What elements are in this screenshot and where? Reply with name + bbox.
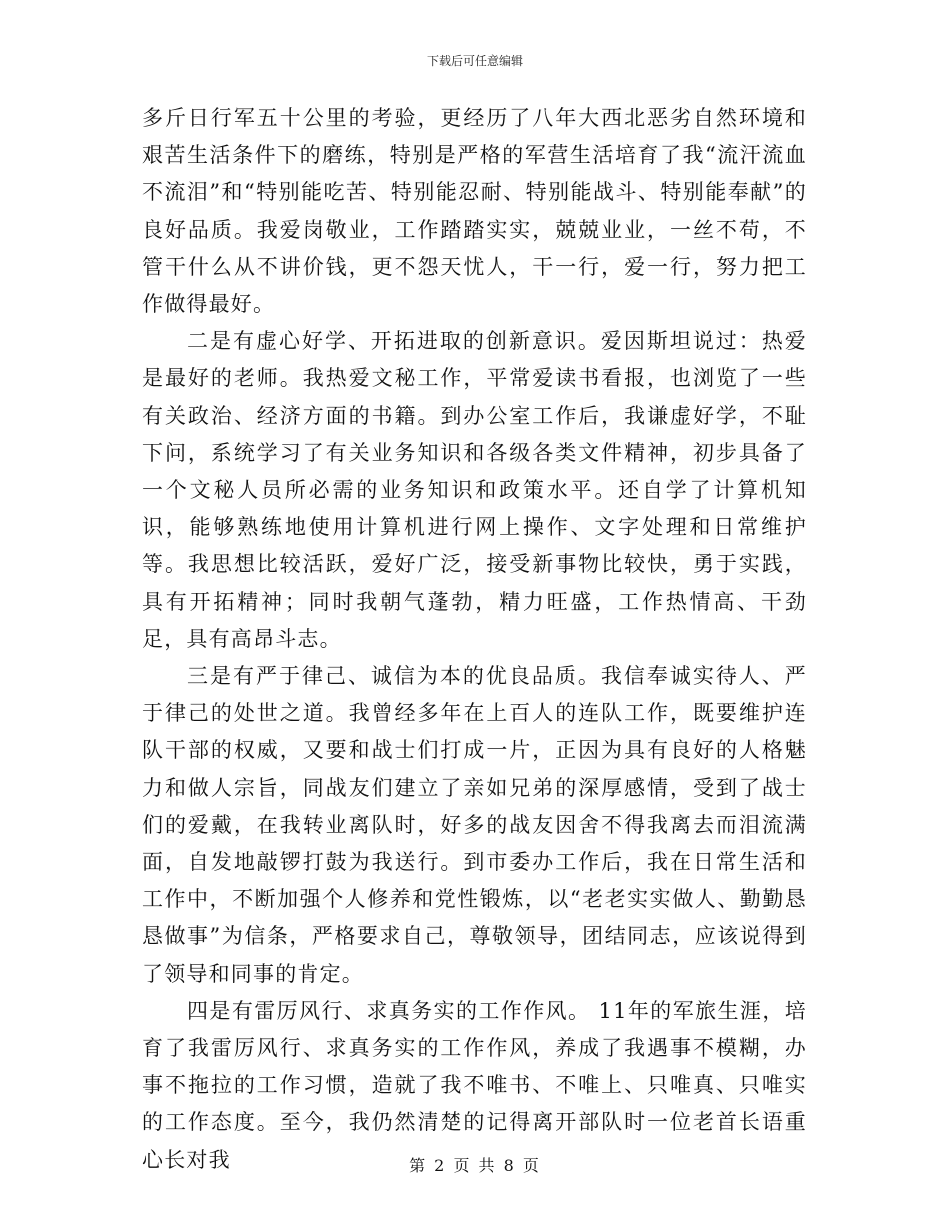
paragraph-point-two: 二是有虚心好学、开拓进取的创新意识。爱因斯坦说过：热爱是最好的老师。我热爱文秘工作，平常爱读书看报，也浏览了一些有关政治、经济方面的书籍。到办公室工作后，我谦虚好学，不耻下问，系统学习了有关业务知识和各级各类文件精神，初步具备了一个文秘人员所必需的业务知识和政策水平。还自学了计算机知识，能够熟练地使用计算机进行网上操作、文字处理和日常维护等。我思想比较活跃，爱好广泛，接受新事物比较快，勇于实践，具有开拓精神；同时我朝气蓬勃，精力旺盛，工作热情高、干劲足，具有高昂斗志。 xyxy=(142,329,807,651)
document-body xyxy=(142,100,807,1179)
paragraph-point-three: 三是有严于律己、诚信为本的优良品质。我信奉诚实待人、严于律己的处世之道。我曾经多年在上百人的连队工作，既要维护连队干部的权威，又要和战士们打成一片，正因为具有良好的人格魅力和做人宗旨，同战友们建立了亲如兄弟的深厚感情，受到了战士们的爱戴，在我转业离队时，好多的战友因舍不得我离去而泪流满面，自发地敲锣打鼓为我送行。到市委办工作后，我在日常生活和工作中，不断加强个人修养和党性锻炼，以“老老实实做人、勤勤恳恳做事”为信条，严格要求自己，尊敬领导，团结同志，应该说得到了领导和同事的肯定。 xyxy=(142,664,807,986)
paragraph-continuation: 多斤日行军五十公里的考验，更经历了八年大西北恶劣自然环境和艰苦生活条件下的磨练，特别是严格的军营生活培育了我“流汗流血不流泪”和“特别能吃苦、特别能忍耐、特别能战斗、特别能奉献”的良好品质。我爱岗敬业，工作踏踏实实，兢兢业业，一丝不苟，不管干什么从不讲价钱，更不怨天忧人，干一行，爱一行，努力把工作做得最好。 xyxy=(142,106,807,317)
page-header: 下载后可任意编辑 xyxy=(426,54,523,68)
paragraph-point-four: 四是有雷厉风行、求真务实的工作作风。 11年的军旅生涯，培育了我雷厉风行、求真务实的工作作风，养成了我遇事不模糊，办事不拖拉的工作习惯，造就了我不唯书、不唯上、只唯真、只唯实的工作态度。至今，我仍然清楚的记得离开部队时一位老首长语重心长对我 xyxy=(142,998,807,1172)
page-number-footer: 第 2 页 共 8 页 xyxy=(409,1156,541,1175)
